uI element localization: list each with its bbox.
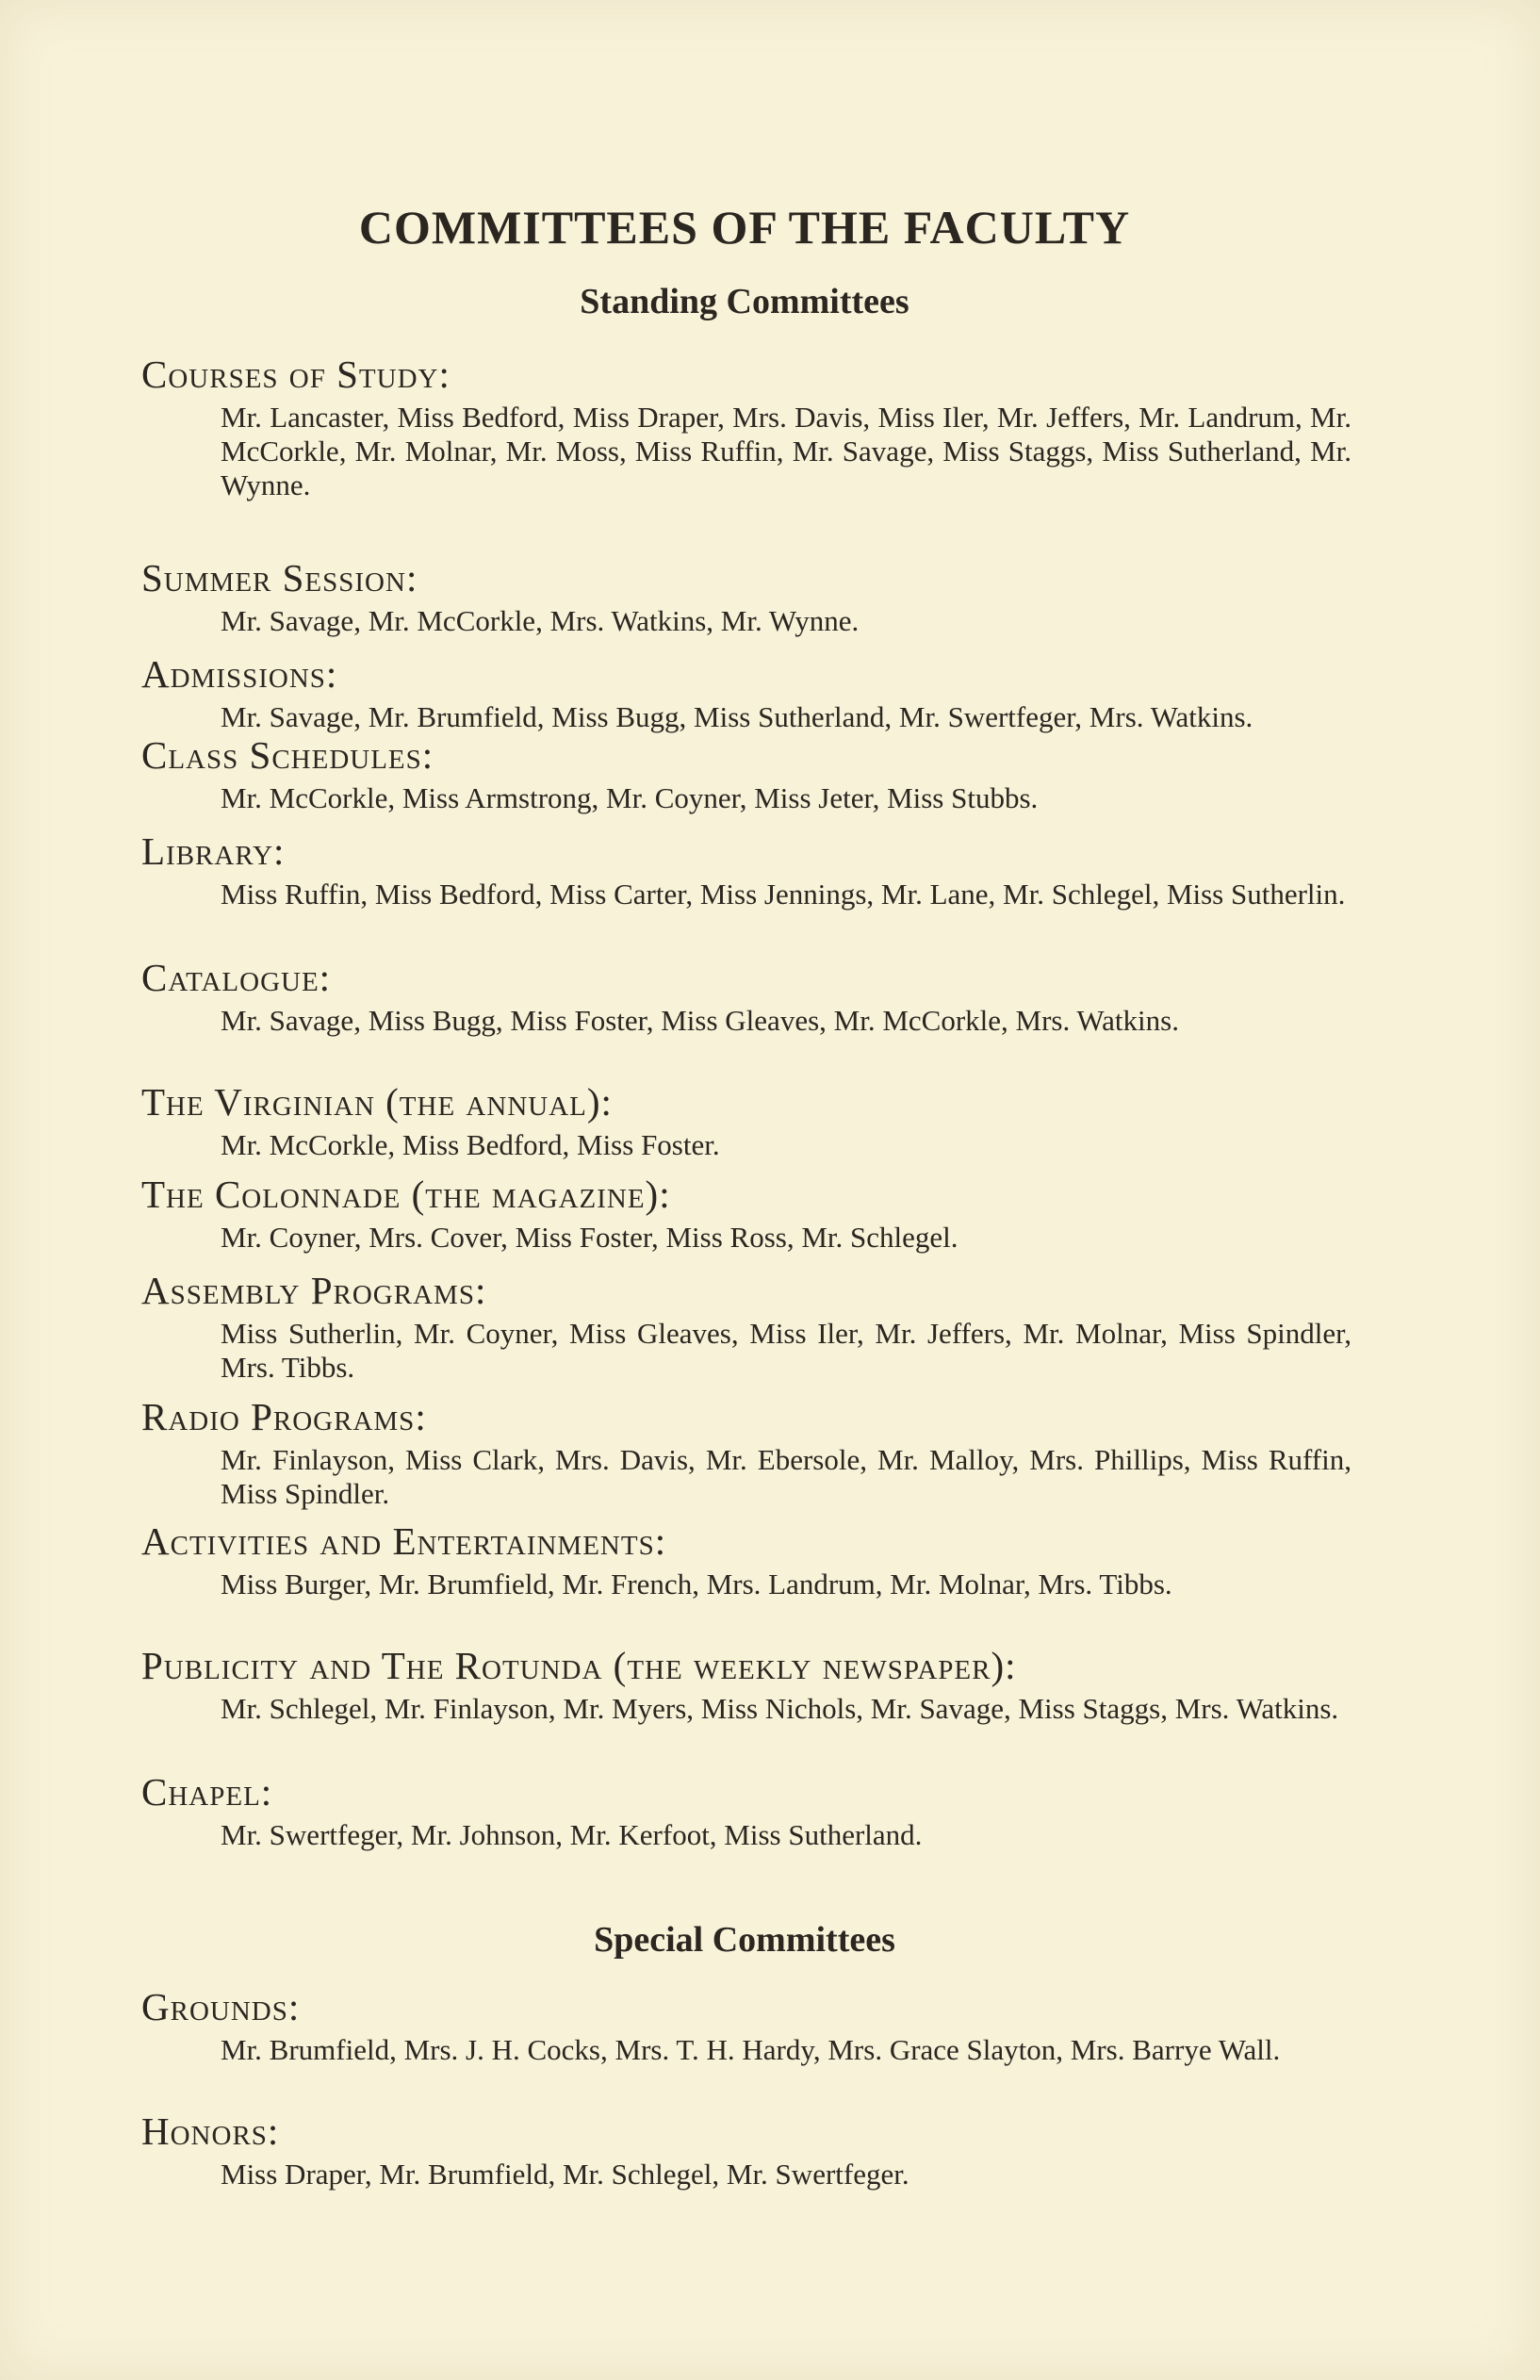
committee-members: Mr. Brumfield, Mrs. J. H. Cocks, Mrs. T. H. Hardy, Mrs. Grace Slayton, Mrs. Barrye Wall. xyxy=(221,2033,1281,2067)
committee-activities-and-entertainments xyxy=(141,1519,1367,1601)
committee-the-virginian xyxy=(141,1080,1367,1162)
committee-members: Mr. Savage, Mr. Brumfield, Miss Bugg, Miss Sutherland, Mr. Swertfeger, Mrs. Watkins. xyxy=(221,700,1253,734)
committee-publicity-and-the-rotunda xyxy=(141,1644,1367,1726)
committee-class-schedules xyxy=(141,733,1367,815)
committee-members: Mr. Schlegel, Mr. Finlayson, Mr. Myers, Miss Nichols, Mr. Savage, Miss Staggs, Mrs. Watkins. xyxy=(221,1692,1339,1726)
committee-name: Summer Session: xyxy=(141,556,418,599)
committee-members: Mr. McCorkle, Miss Bedford, Miss Foster. xyxy=(221,1128,720,1162)
committee-courses-of-study xyxy=(141,353,1367,502)
committee-members: Mr. Savage, Mr. McCorkle, Mrs. Watkins, Mr. Wynne. xyxy=(221,604,860,638)
committee-catalogue xyxy=(141,956,1367,1038)
committee-the-colonnade xyxy=(141,1173,1367,1255)
committee-name: Radio Programs: xyxy=(141,1395,427,1438)
page-title: COMMITTEES OF THE FACULTY xyxy=(358,201,1131,254)
committee-members: Mr. McCorkle, Miss Armstrong, Mr. Coyner, Miss Jeter, Miss Stubbs. xyxy=(221,781,1039,815)
committee-name: Admissions: xyxy=(141,652,338,696)
committee-members: Mr. Swertfeger, Mr. Johnson, Mr. Kerfoot, Miss Sutherland. xyxy=(221,1818,923,1852)
committee-members: Miss Draper, Mr. Brumfield, Mr. Schlegel, Mr. Swertfeger. xyxy=(221,2158,909,2191)
committee-members: Miss Ruffin, Miss Bedford, Miss Carter, Miss Jennings, Mr. Lane, Mr. Schlegel, Miss Sutherlin. xyxy=(221,878,1346,911)
committee-library xyxy=(141,829,1367,911)
committee-members: Mr. Coyner, Mrs. Cover, Miss Foster, Miss Ross, Mr. Schlegel. xyxy=(221,1221,958,1255)
committee-radio-programs xyxy=(141,1395,1367,1511)
committee-members: Mr. Finlayson, Miss Clark, Mrs. Davis, Mr. Ebersole, Mr. Malloy, Mrs. Phillips, Miss Ruffin, Miss Spindler. xyxy=(221,1443,1352,1511)
committee-name: Library: xyxy=(141,829,286,873)
committee-admissions xyxy=(141,652,1367,734)
committee-members: Mr. Lancaster, Miss Bedford, Miss Draper, Mrs. Davis, Miss Iler, Mr. Jeffers, Mr. Landrum, Mr. McCorkle, Mr. Molnar, Mr. Moss, Miss Ruffin, Mr. Savage, Miss Staggs, Miss Sutherland, Mr. Wynne. xyxy=(221,401,1352,502)
committee-name: Catalogue: xyxy=(141,956,332,999)
committee-name: Courses of Study: xyxy=(141,353,451,396)
committee-members: Mr. Savage, Miss Bugg, Miss Foster, Miss Gleaves, Mr. McCorkle, Mrs. Watkins. xyxy=(221,1004,1179,1038)
committee-name: Publicity and The Rotunda (the weekly newspaper): xyxy=(141,1644,1017,1687)
committee-chapel xyxy=(141,1770,1367,1852)
committee-members: Miss Burger, Mr. Brumfield, Mr. French, Mrs. Landrum, Mr. Molnar, Mrs. Tibbs. xyxy=(221,1568,1172,1601)
committee-honors xyxy=(141,2109,1367,2191)
committee-name: Assembly Programs: xyxy=(141,1269,487,1312)
committee-name: The Colonnade (the magazine): xyxy=(141,1173,671,1216)
special-committees-heading: Special Committees xyxy=(594,1920,895,1960)
committee-name: Class Schedules: xyxy=(141,733,434,777)
committee-name: Honors: xyxy=(141,2109,280,2153)
committee-name: The Virginian (the annual): xyxy=(141,1080,613,1124)
committee-name: Grounds: xyxy=(141,1985,301,2028)
committee-name: Chapel: xyxy=(141,1770,273,1814)
committee-grounds xyxy=(141,1985,1367,2067)
committee-name: Activities and Entertainments: xyxy=(141,1519,667,1563)
committee-summer-session xyxy=(141,556,1367,638)
committee-assembly-programs xyxy=(141,1269,1367,1385)
committee-members: Miss Sutherlin, Mr. Coyner, Miss Gleaves, Miss Iler, Mr. Jeffers, Mr. Molnar, Miss Spindler, Mrs. Tibbs. xyxy=(221,1317,1352,1385)
standing-committees-heading: Standing Committees xyxy=(580,282,909,321)
